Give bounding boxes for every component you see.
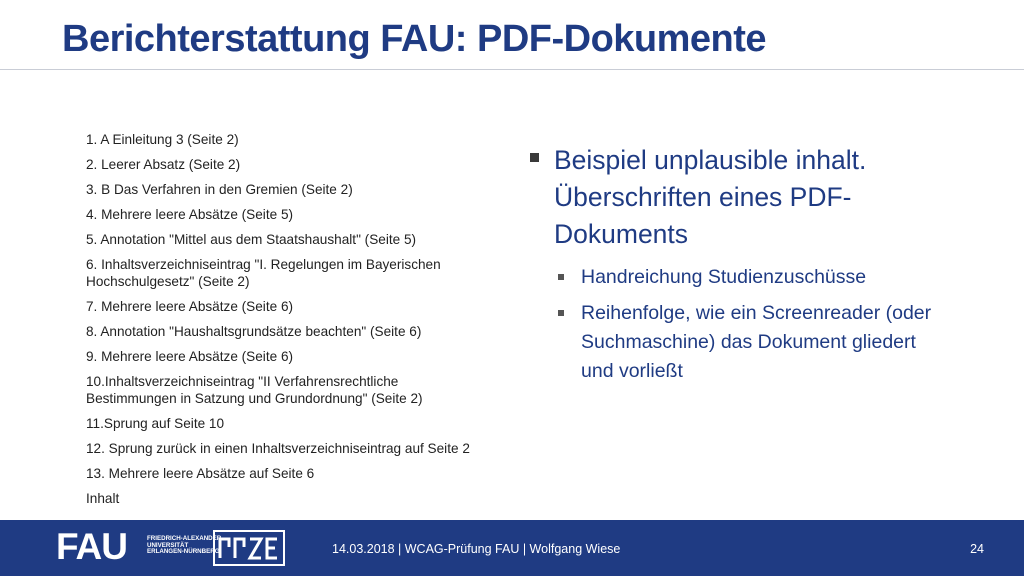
right-content xyxy=(530,142,940,393)
slide-footer xyxy=(0,520,1024,576)
list-item: 9. Mehrere leere Absätze (Seite 6) xyxy=(86,349,294,364)
list-item: 13. Mehrere leere Absätze auf Seite 6 xyxy=(86,466,315,481)
pdf-outline-list xyxy=(86,131,491,515)
list-item: 12. Sprung zurück in einen Inhaltsverzeichniseintrag auf Seite 2 xyxy=(86,441,470,456)
sub-bullet xyxy=(530,263,940,292)
list-item: Inhalt xyxy=(86,491,120,506)
list-item: 8. Annotation "Haushaltsgrundsätze beachten" (Seite 6) xyxy=(86,324,422,339)
main-bullet xyxy=(530,142,940,253)
page-number: 24 xyxy=(970,542,984,556)
slide-title: Berichterstattung FAU: PDF-Dokumente xyxy=(62,18,767,60)
rrze-logo-icon xyxy=(213,530,285,566)
list-item: 3. B Das Verfahren in den Gremien (Seite 2) xyxy=(86,182,353,197)
fau-logo-line: UNIVERSITÄT xyxy=(147,541,189,549)
square-bullet-icon xyxy=(558,310,564,316)
list-item: 2. Leerer Absatz (Seite 2) xyxy=(86,157,241,172)
sub-bullet-text: Handreichung Studienzuschüsse xyxy=(581,266,867,288)
title-divider xyxy=(0,69,1024,70)
list-item: 11.Sprung auf Seite 10 xyxy=(86,416,225,431)
list-item: 10.Inhaltsverzeichniseintrag "II Verfahrensrechtliche Bestimmungen in Satzung und Grundordnung" (Seite 2) xyxy=(86,374,423,406)
sub-bullet-text: Reihenfolge, wie ein Screenreader (oder Suchmaschine) das Dokument gliedert und vorließt xyxy=(581,302,932,382)
fau-logo-line: ERLANGEN-NÜRNBERG xyxy=(147,548,220,556)
main-bullet-text: Beispiel unplausible inhalt. Überschriften eines PDF-Dokuments xyxy=(554,145,867,249)
sub-bullet-list xyxy=(530,263,940,386)
sub-bullet xyxy=(530,299,940,386)
footer-info: 14.03.2018 | WCAG-Prüfung FAU | Wolfgang Wiese xyxy=(332,542,621,556)
fau-logo-text: FAU xyxy=(56,526,127,567)
list-item: 4. Mehrere leere Absätze (Seite 5) xyxy=(86,207,294,222)
fau-logo-line: FRIEDRICH-ALEXANDER xyxy=(147,535,222,542)
square-bullet-icon xyxy=(558,274,564,280)
list-item: 1. A Einleitung 3 (Seite 2) xyxy=(86,132,239,147)
list-item: 7. Mehrere leere Absätze (Seite 6) xyxy=(86,299,294,314)
list-item: 5. Annotation "Mittel aus dem Staatshaushalt" (Seite 5) xyxy=(86,232,417,247)
fau-logo-subtext xyxy=(147,536,221,556)
square-bullet-icon xyxy=(530,153,539,162)
list-item: 6. Inhaltsverzeichniseintrag "I. Regelungen im Bayerischen Hochschulgesetz" (Seite 2) xyxy=(86,257,441,289)
